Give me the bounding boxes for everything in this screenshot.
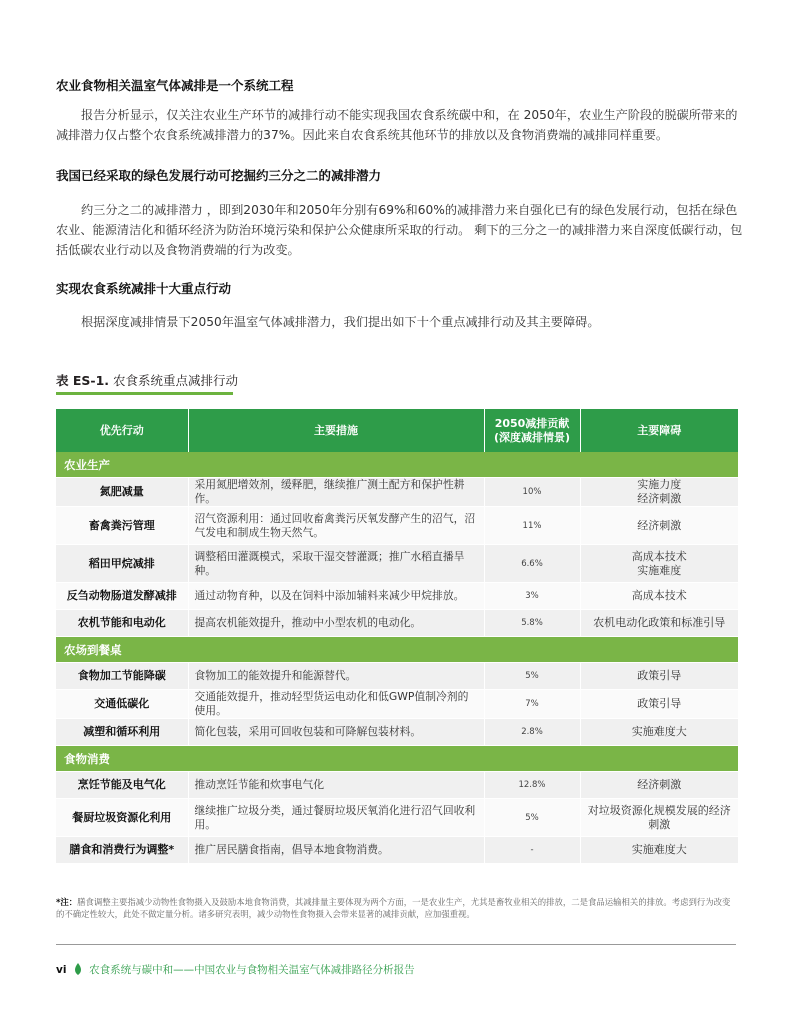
- contribution-cell: 5%: [484, 663, 580, 690]
- measure-cell: 推动烹饪节能和炊事电气化: [188, 772, 484, 799]
- barrier-cell: 高成本技术: [580, 583, 738, 610]
- action-cell: 餐厨垃圾资源化利用: [56, 799, 188, 837]
- table-row: [56, 610, 738, 637]
- measure-cell: 继续推广垃圾分类，通过餐厨垃圾厌氧消化进行沼气回收利用。: [188, 799, 484, 837]
- header-barrier: 主要障碍: [580, 409, 738, 452]
- measure-cell: 食物加工的能效提升和能源替代。: [188, 663, 484, 690]
- barrier-cell: 经济刺激: [580, 507, 738, 545]
- action-cell: 交通低碳化: [56, 690, 188, 719]
- heading-1: 农业食物相关温室气体减排是一个系统工程: [56, 78, 294, 93]
- contribution-cell: 5.8%: [484, 610, 580, 637]
- contribution-cell: 5%: [484, 799, 580, 837]
- measure-cell: 交通能效提升，推动轻型货运电动化和低GWP值制冷剂的使用。: [188, 690, 484, 719]
- table-row: [56, 583, 738, 610]
- header-action: 优先行动: [56, 409, 188, 452]
- contribution-cell: 7%: [484, 690, 580, 719]
- action-cell: 稻田甲烷减排: [56, 545, 188, 583]
- table-row: [56, 772, 738, 799]
- barrier-cell: 经济刺激: [580, 772, 738, 799]
- header-contribution: 2050减排贡献 (深度减排情景): [484, 409, 580, 452]
- table-caption-text: 农食系统重点减排行动: [113, 373, 239, 388]
- contribution-cell: 6.6%: [484, 545, 580, 583]
- table-row: [56, 719, 738, 746]
- barrier-cell: 政策引导: [580, 663, 738, 690]
- measure-cell: 提高农机能效提升，推动中小型农机的电动化。: [188, 610, 484, 637]
- footer-rule: [56, 944, 736, 945]
- table-note: [56, 896, 736, 920]
- action-cell: 畜禽粪污管理: [56, 507, 188, 545]
- section-label: 食物消费: [56, 746, 738, 772]
- measure-cell: 沼气资源利用：通过回收畜禽粪污厌氧发酵产生的沼气，沼气发电和制成生物天然气。: [188, 507, 484, 545]
- barrier-cell: 对垃圾资源化规模发展的经济刺激: [580, 799, 738, 837]
- barrier-cell: 实施难度大: [580, 719, 738, 746]
- caption-underline: [56, 392, 233, 395]
- actions-table: [56, 409, 738, 864]
- action-cell: 膳食和消费行为调整*: [56, 837, 188, 864]
- table-row: [56, 545, 738, 583]
- action-cell: 减塑和循环利用: [56, 719, 188, 746]
- paragraph-2: 约三分之二的减排潜力 ，即到2030年和2050年分别有69%和60%的减排潜力来自强化已有的绿色发展行动，包括在绿色农业、能源清洁化和循环经济为防治环境污染和保护公众健康所采取的行动。 剩下的三分之一的减排潜力来自深度低碳行动，包括低碳农业行动以及食物消费端的行为改变。: [56, 203, 743, 257]
- table-caption: [56, 371, 238, 389]
- table-row: [56, 837, 738, 864]
- section-label: 农场到餐桌: [56, 637, 738, 663]
- header-measure: 主要措施: [188, 409, 484, 452]
- action-cell: 烹饪节能及电气化: [56, 772, 188, 799]
- action-cell: 氮肥减量: [56, 478, 188, 507]
- section-row: [56, 452, 738, 478]
- action-cell: 农机节能和电动化: [56, 610, 188, 637]
- section-row: [56, 746, 738, 772]
- contribution-cell: -: [484, 837, 580, 864]
- note-label: *注：: [56, 897, 78, 907]
- measure-cell: 简化包装，采用可回收包装和可降解包装材料。: [188, 719, 484, 746]
- contribution-cell: 12.8%: [484, 772, 580, 799]
- action-cell: 反刍动物肠道发酵减排: [56, 583, 188, 610]
- barrier-cell: 农机电动化政策和标准引导: [580, 610, 738, 637]
- contribution-cell: 2.8%: [484, 719, 580, 746]
- contribution-cell: 3%: [484, 583, 580, 610]
- section-label: 农业生产: [56, 452, 738, 478]
- footer-title: 农食系统与碳中和——中国农业与食物相关温室气体减排路径分析报告: [89, 964, 415, 976]
- table-caption-label: 表 ES-1.: [56, 373, 110, 388]
- page-footer: [56, 962, 415, 978]
- contribution-cell: 10%: [484, 478, 580, 507]
- paragraph-1: 报告分析显示，仅关注农业生产环节的减排行动不能实现我国农食系统碳中和，在 2050年，农业生产阶段的脱碳所带来的减排潜力仅占整个农食系统减排潜力的37%。因此来自农食系统其他环节的排放以及食物消费端的减排同样重要。: [56, 108, 738, 142]
- table-row: [56, 478, 738, 507]
- measure-cell: 调整稻田灌溉模式，采取干湿交替灌溉；推广水稻直播旱种。: [188, 545, 484, 583]
- paragraph-3: 根据深度减排情景下2050年温室气体减排潜力，我们提出如下十个重点减排行动及其主要障碍。: [81, 315, 600, 329]
- measure-cell: 推广居民膳食指南，倡导本地食物消费。: [188, 837, 484, 864]
- table-row: [56, 690, 738, 719]
- table-row: [56, 507, 738, 545]
- section-row: [56, 637, 738, 663]
- barrier-cell: 实施难度大: [580, 837, 738, 864]
- note-text: 膳食调整主要指减少动物性食物摄入及鼓励本地食物消费，其减排量主要体现为两个方面，一是农业生产，尤其是畜牧业相关的排放，二是食品运输相关的排放。考虑到行为改变的不确定性较大，此处不做定量分析。诸多研究表明，减少动物性食物摄入会带来显著的减排贡献，应加强重视。: [56, 897, 731, 919]
- measure-cell: 通过动物育种，以及在饲料中添加辅料来减少甲烷排放。: [188, 583, 484, 610]
- heading-3: 实现农食系统减排十大重点行动: [56, 281, 232, 296]
- table-row: [56, 663, 738, 690]
- measure-cell: 采用氮肥增效剂，缓释肥，继续推广测土配方和保护性耕作。: [188, 478, 484, 507]
- leaf-icon: [74, 963, 82, 978]
- barrier-cell: 实施力度 经济刺激: [580, 478, 738, 507]
- table-header-row: [56, 409, 738, 452]
- table-row: [56, 799, 738, 837]
- page-number: vi: [56, 964, 67, 976]
- barrier-cell: 高成本技术 实施难度: [580, 545, 738, 583]
- action-cell: 食物加工节能降碳: [56, 663, 188, 690]
- heading-2: 我国已经采取的绿色发展行动可挖掘约三分之二的减排潜力: [56, 168, 382, 183]
- contribution-cell: 11%: [484, 507, 580, 545]
- barrier-cell: 政策引导: [580, 690, 738, 719]
